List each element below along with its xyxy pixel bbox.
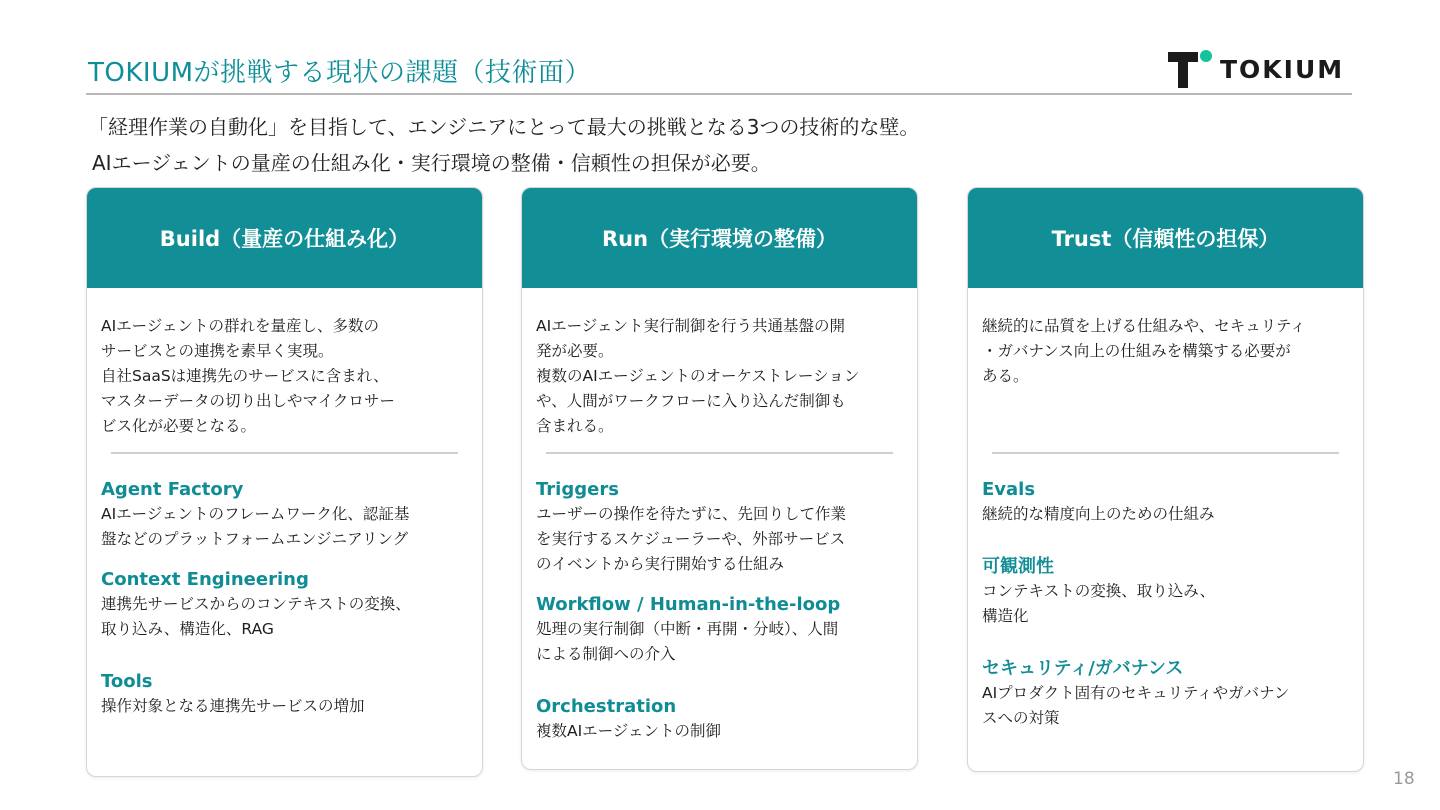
item-text: AIエージェントのフレームワーク化、認証基 盤などのプラットフォームエンジニアリング [101, 505, 410, 548]
item-heading: Tools [101, 671, 153, 692]
page-number: 18 [1393, 769, 1415, 789]
item-heading: 可観測性 [982, 556, 1054, 577]
item-heading: Orchestration [536, 696, 677, 717]
item-text: 連携先サービスからのコンテキストの変換、 取り込み、構造化、RAG [101, 595, 411, 638]
title-rule [86, 93, 1352, 95]
logo-text: TOKIUM [1220, 54, 1345, 84]
card-divider [111, 452, 458, 454]
item-text: AIプロダクト固有のセキュリティやガバナン スへの対策 [982, 684, 1290, 727]
card-item [101, 568, 468, 642]
card-build [86, 187, 483, 777]
card-divider [546, 452, 893, 454]
card-divider [992, 452, 1339, 454]
item-text: ユーザーの操作を待たずに、先回りして作業 を実行するスケジューラーや、外部サービス のイベントから実行開始する仕組み [536, 505, 847, 573]
card-title: Run（実行環境の整備） [522, 188, 917, 288]
card-item [101, 670, 468, 719]
card-run [521, 187, 918, 770]
lead-line-1: 「経理作業の自動化」を目指して、エンジニアにとって最大の挑戦となる3つの技術的な壁。 [88, 115, 920, 139]
card-item [982, 555, 1349, 629]
card-trust [967, 187, 1364, 772]
item-heading: Workflow / Human-in-the-loop [536, 594, 841, 615]
card-item [982, 478, 1349, 527]
item-heading: Agent Factory [101, 479, 244, 500]
item-heading: Evals [982, 479, 1036, 500]
item-heading: Context Engineering [101, 569, 309, 590]
slide-title: TOKIUMが挑戦する現状の課題（技術面） [88, 58, 592, 88]
item-text: 継続的な精度向上のための仕組み [982, 505, 1215, 523]
item-text: 処理の実行制御（中断・再開・分岐）、人間 による制御への介入 [536, 620, 839, 663]
lead-line-2: AIエージェントの量産の仕組み化・実行環境の整備・信頼性の担保が必要。 [92, 151, 771, 175]
tokium-logo [1168, 48, 1354, 90]
card-title: Build（量産の仕組み化） [87, 188, 482, 288]
item-text: 操作対象となる連携先サービスの増加 [101, 697, 365, 715]
card-description: 継続的に品質を上げる仕組みや、セキュリティ ・ガバナンス向上の仕組みを構築する必要が ある。 [982, 317, 1306, 385]
card-title: Trust（信頼性の担保） [968, 188, 1363, 288]
card-item [101, 478, 468, 552]
card-item [536, 593, 903, 667]
card-description: AIエージェント実行制御を行う共通基盤の開 発が必要。 複数のAIエージェントのオーケストレーション や、人間がワークフローに入り込んだ制御も 含まれる。 [536, 317, 860, 435]
item-text: コンテキストの変換、取り込み、 構造化 [982, 582, 1216, 625]
tokium-logo-mark-icon [1168, 48, 1214, 90]
card-item [536, 478, 903, 577]
item-heading: Triggers [536, 479, 619, 500]
item-heading: セキュリティ/ガバナンス [982, 658, 1184, 679]
card-item [536, 695, 903, 744]
card-item [982, 657, 1349, 731]
card-description: AIエージェントの群れを量産し、多数の サービスとの連携を素早く実現。 自社SaaSは連携先のサービスに含まれ、 マスターデータの切り出しやマイクロサー ビス化が必要となる。 [101, 317, 395, 435]
item-text: 複数AIエージェントの制御 [536, 722, 722, 740]
